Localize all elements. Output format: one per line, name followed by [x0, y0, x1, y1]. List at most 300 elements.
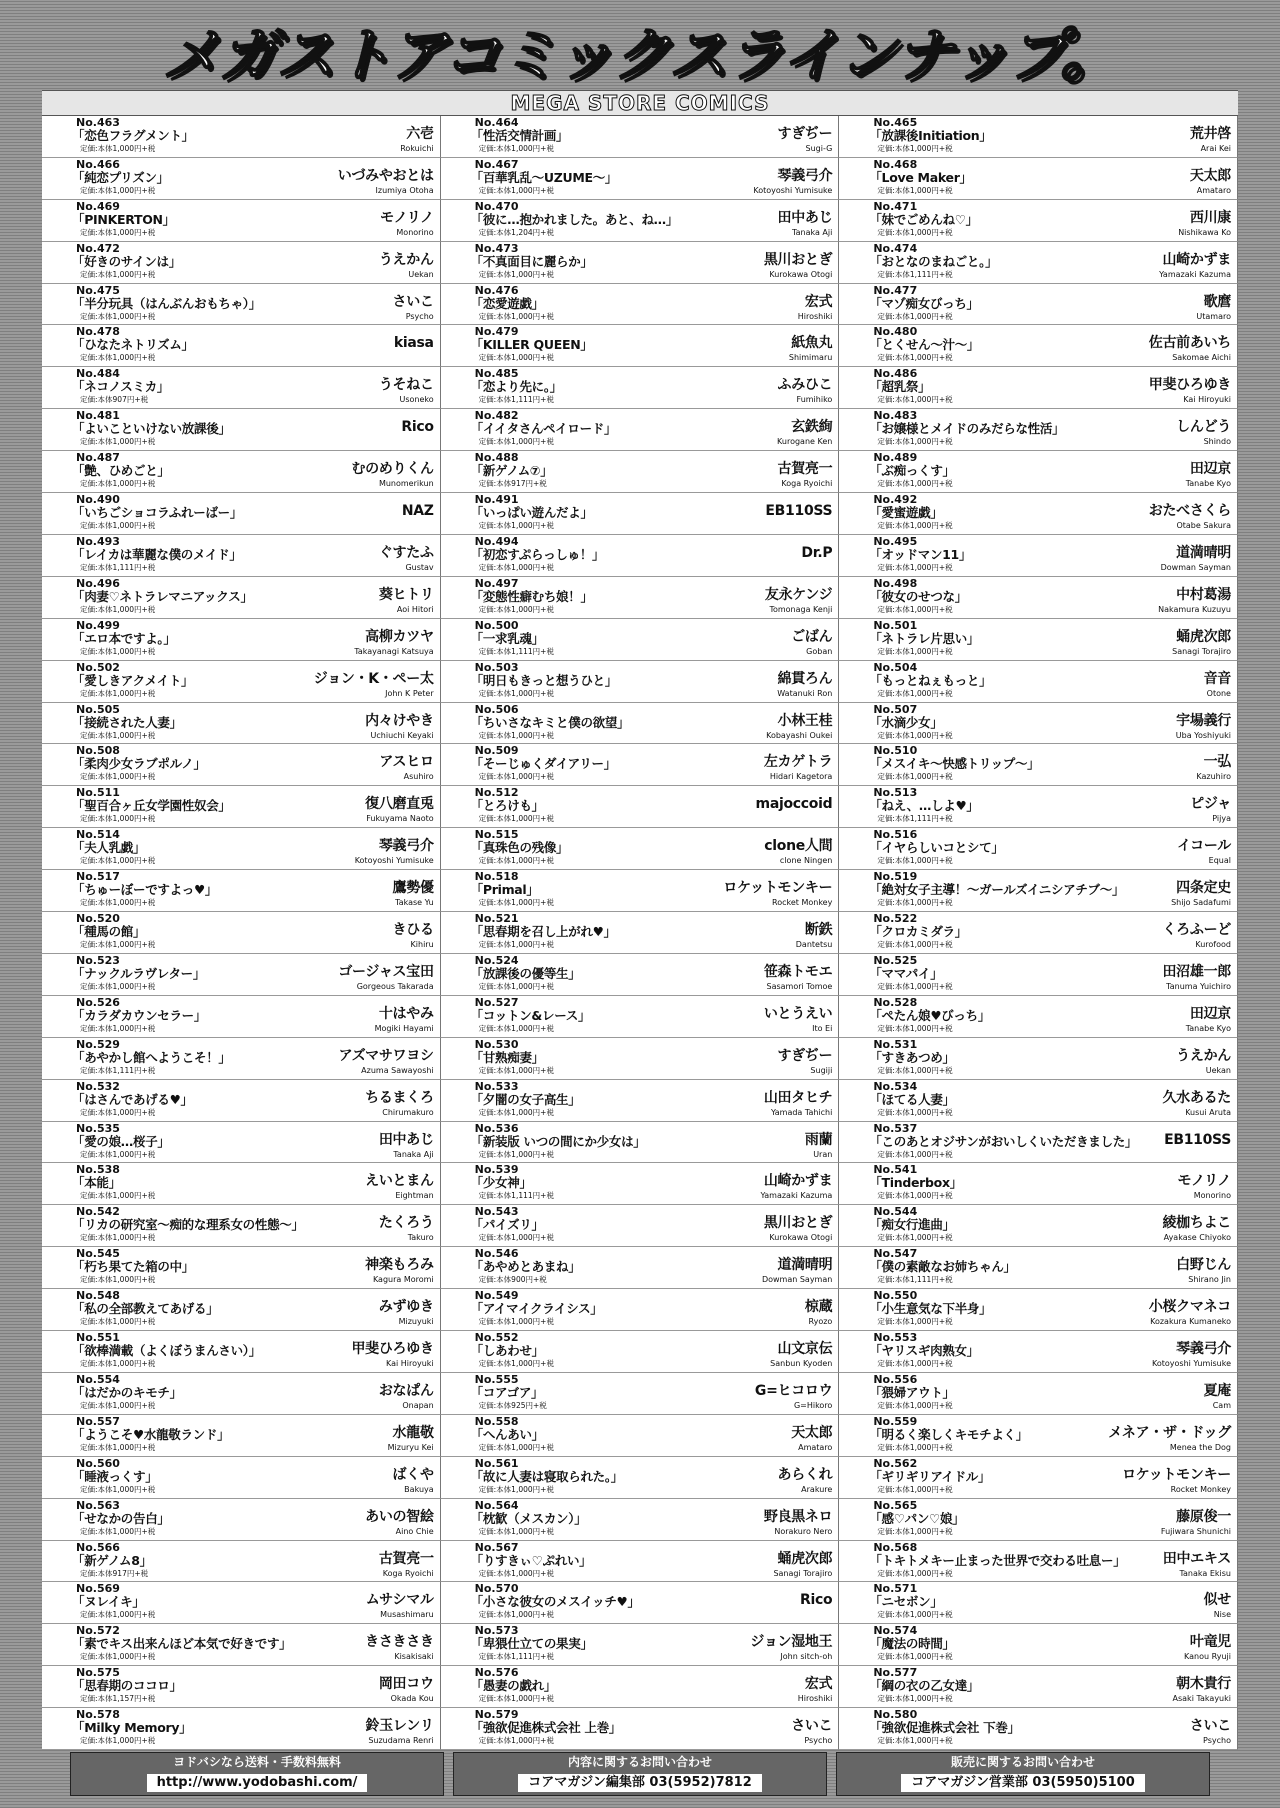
book-entry	[441, 284, 840, 326]
book-author: 天太郎	[1189, 167, 1231, 184]
book-number: No.567	[474, 1540, 519, 1554]
book-author-romaji: Asuhiro	[403, 772, 434, 782]
book-author-romaji: Shijo Sadafumi	[1171, 898, 1231, 908]
book-entry	[839, 912, 1238, 954]
book-author: すぎぢー	[777, 1047, 833, 1064]
book-entry	[839, 1457, 1238, 1499]
book-entry	[42, 1163, 441, 1205]
book-title: 「強欲促進株式会社 下巻」	[869, 1720, 1020, 1736]
book-price: 定価:本体1,000円+税	[80, 898, 156, 908]
book-price: 定価:本体1,000円+税	[80, 981, 156, 991]
book-author-romaji: Kagura Moromi	[372, 1275, 434, 1285]
book-price: 定価:本体1,000円+税	[80, 1484, 156, 1494]
book-entry	[441, 1163, 840, 1205]
book-entry	[42, 451, 441, 493]
book-author: 宇場義行	[1176, 712, 1231, 729]
book-price: 定価:本体925円+税	[478, 1400, 547, 1410]
book-author: 宏式	[804, 1676, 833, 1693]
book-author-romaji: Tanaka Aji	[792, 227, 833, 237]
book-title: 「夫人乳戯」	[72, 840, 146, 856]
book-number: No.510	[873, 744, 918, 758]
book-author: 田中エキス	[1162, 1550, 1231, 1567]
book-author-romaji: Monorino	[1193, 1191, 1231, 1201]
book-title: 「コアゴア」	[470, 1384, 544, 1400]
book-entry	[42, 325, 441, 367]
book-price: 定価:本体1,000円+税	[877, 479, 953, 489]
book-title: 「いっぱい遊んだよ」	[470, 505, 593, 521]
book-author: 琴義弓介	[378, 838, 434, 855]
book-author: モノリノ	[380, 209, 434, 226]
book-author-romaji: Kotoyoshi Yumisuke	[1152, 1359, 1231, 1369]
book-author: 雨蘭	[804, 1131, 833, 1148]
book-title: 「ぺたん娘♥びっち」	[869, 1007, 991, 1023]
book-entry	[839, 451, 1238, 493]
book-author-romaji: Asaki Takayuki	[1172, 1694, 1231, 1704]
book-title: 「KILLER QUEEN」	[470, 337, 593, 353]
book-author: きさきさき	[365, 1634, 434, 1651]
book-author-romaji: Utamaro	[1196, 311, 1231, 321]
book-title: 「ナックルラヴレター」	[72, 965, 206, 981]
book-price: 定価:本体1,000円+税	[478, 1233, 554, 1243]
book-author: 黒川おとぎ	[763, 1215, 833, 1232]
book-price: 定価:本体1,000円+税	[80, 1400, 156, 1410]
book-entry	[441, 116, 840, 158]
book-author-romaji: Kurokawa Otogi	[769, 269, 833, 279]
book-author-romaji: Tanaka Aji	[393, 1149, 434, 1159]
book-author-romaji: Amataro	[1196, 185, 1231, 195]
book-title: 「ヤリスギ肉熟女」	[869, 1343, 979, 1359]
book-price: 定価:本体1,000円+税	[877, 1149, 953, 1159]
book-title: 「ようこそ♥水龍敬ランド」	[72, 1426, 230, 1442]
book-entry	[441, 451, 840, 493]
book-author-romaji: Aoi Hitori	[396, 604, 434, 614]
book-author-romaji: Bakuya	[404, 1484, 434, 1494]
book-author-romaji: Gorgeous Takarada	[356, 981, 434, 991]
book-title: 「一求乳魂」	[470, 630, 544, 646]
book-number: No.570	[474, 1582, 519, 1596]
book-title: 「夕闇の女子高生」	[470, 1091, 581, 1107]
book-price: 定価:本体1,000円+税	[80, 269, 156, 279]
book-title: 「クロカミダラ」	[869, 924, 967, 940]
book-price: 定価:本体1,000円+税	[478, 1149, 554, 1159]
book-author: kiasa	[393, 335, 434, 352]
book-author-romaji: John K Peter	[385, 688, 434, 698]
book-entry	[441, 409, 840, 451]
subtitle: MEGA STORE COMICS	[510, 91, 770, 115]
book-title: 「超乳祭」	[869, 379, 931, 395]
book-number: No.531	[873, 1037, 918, 1051]
book-number: No.481	[76, 409, 120, 423]
book-number: No.507	[873, 702, 918, 716]
book-number: No.539	[474, 1163, 519, 1177]
book-price: 定価:本体1,000円+税	[877, 772, 953, 782]
book-entry	[441, 661, 840, 703]
book-entry	[441, 1373, 840, 1415]
book-entry	[42, 409, 441, 451]
book-author-romaji: Psycho	[1203, 1736, 1231, 1746]
book-price: 定価:本体1,000円+税	[478, 688, 554, 698]
book-author-romaji: Shimimaru	[788, 353, 833, 363]
book-price: 定価:本体1,000円+税	[80, 1359, 156, 1369]
book-entry	[42, 200, 441, 242]
book-author-romaji: Uekan	[1205, 1065, 1231, 1075]
book-title: 「新装版 いつの間にか少女は」	[470, 1133, 646, 1149]
book-entry	[839, 744, 1238, 786]
book-author: 天太郎	[791, 1424, 833, 1441]
book-price: 定価:本体907円+税	[80, 395, 149, 405]
book-author: 田辺京	[1189, 461, 1231, 478]
book-title: 「艶、ひめごと」	[72, 463, 170, 479]
book-entry	[441, 1708, 840, 1750]
book-author: 甲斐ひろゆき	[1148, 377, 1231, 394]
book-title: 「オッドマン11」	[869, 546, 972, 562]
book-title: 「ちゅーぼーですよっ♥」	[72, 882, 218, 898]
book-author-romaji: Uran	[813, 1149, 833, 1159]
book-author-romaji: Suzudama Renri	[368, 1736, 434, 1746]
book-author-romaji: Dowman Sayman	[1160, 562, 1231, 572]
book-author-romaji: Mizuyuki	[398, 1317, 434, 1327]
book-author-romaji: G=Hikoro	[793, 1400, 833, 1410]
book-author: ロケットモンキー	[723, 880, 833, 897]
book-author-romaji: Mizuryu Kei	[387, 1442, 434, 1452]
book-number: No.571	[873, 1582, 918, 1596]
book-number: No.509	[474, 744, 519, 758]
book-author-romaji: Nishikawa Ko	[1178, 227, 1231, 237]
book-title: 「あやかし館へようこそ！」	[72, 1049, 231, 1065]
book-author: EB110SS	[765, 503, 833, 520]
book-number: No.490	[76, 493, 120, 507]
book-author: いとうえい	[763, 1005, 833, 1022]
book-price: 定価:本体1,111円+税	[877, 814, 953, 824]
book-number: No.576	[474, 1666, 519, 1680]
book-title: 「もっとねぇもっと」	[869, 672, 992, 688]
book-author-romaji: clone Ningen	[779, 856, 833, 866]
book-number: No.514	[76, 828, 120, 842]
book-number: No.520	[76, 912, 120, 926]
book-author: 田中あじ	[777, 209, 833, 226]
book-title: 「小さな彼女のメスイッチ♥」	[470, 1594, 640, 1610]
book-entry	[839, 1415, 1238, 1457]
book-price: 定価:本体1,000円+税	[80, 1317, 156, 1327]
book-entry	[441, 535, 840, 577]
book-author: 小桜クマネコ	[1148, 1299, 1231, 1316]
book-title: 「ヌレイキ」	[72, 1594, 145, 1610]
book-entry	[839, 1624, 1238, 1666]
book-author: NAZ	[401, 503, 434, 520]
book-price: 定価:本体1,000円+税	[877, 227, 953, 237]
book-author: むのめりくん	[351, 461, 434, 478]
book-title: 「ギリギリアイドル」	[869, 1468, 991, 1484]
book-number: No.565	[873, 1498, 918, 1512]
book-author: Dr.P	[801, 544, 833, 561]
book-author-romaji: Takuro	[407, 1233, 434, 1243]
book-number: No.523	[76, 953, 120, 967]
book-entry	[42, 786, 441, 828]
book-entry	[839, 703, 1238, 745]
book-author-romaji: Hiroshiki	[797, 1694, 833, 1704]
book-author: 断鉄	[804, 922, 833, 939]
book-author: 宏式	[804, 293, 833, 310]
book-title: 「素でキス出来んほど本気で好きです」	[72, 1636, 292, 1652]
book-title: 「お嬢様とメイドのみだらな性活」	[869, 421, 1065, 437]
book-price: 定価:本体1,000円+税	[80, 1107, 156, 1117]
book-title: 「僕の素敵なお姉ちゃん」	[869, 1259, 1016, 1275]
book-price: 定価:本体1,000円+税	[80, 814, 156, 824]
book-author: 綿貫ろん	[777, 670, 833, 687]
book-author-romaji: Goban	[806, 646, 833, 656]
book-number: No.558	[474, 1414, 519, 1428]
book-price: 定価:本体1,000円+税	[877, 730, 953, 740]
book-price: 定価:本体1,111円+税	[478, 1652, 554, 1662]
book-price: 定価:本体1,000円+税	[877, 437, 953, 447]
book-title: 「変態性癖むち娘！」	[470, 588, 593, 604]
book-author: ジョン湿地王	[750, 1634, 833, 1651]
book-author-romaji: Kobayashi Oukei	[766, 730, 833, 740]
book-title: 「ねえ、…しよ♥」	[869, 798, 979, 814]
book-author: 夏庵	[1203, 1382, 1231, 1399]
book-author: 道満晴明	[1176, 544, 1231, 561]
book-number: No.545	[76, 1247, 120, 1261]
book-entry	[441, 912, 840, 954]
book-author-romaji: Ryozo	[808, 1317, 833, 1327]
book-author-romaji: Tanaka Ekisu	[1179, 1568, 1231, 1578]
book-entry	[42, 158, 441, 200]
book-author: 甲斐ひろゆき	[351, 1341, 434, 1358]
book-title: 「トキトメキー止まった世界で交わる吐息ー」	[869, 1552, 1126, 1568]
book-price: 定価:本体1,111円+税	[80, 1065, 156, 1075]
book-number: No.544	[873, 1205, 918, 1219]
book-title: 「聖百合ヶ丘女学園性奴会」	[72, 798, 231, 814]
book-title: 「ネコノスミカ」	[72, 379, 170, 395]
book-number: No.530	[474, 1037, 519, 1051]
book-entry	[839, 116, 1238, 158]
book-title: 「水滴少女」	[869, 714, 943, 730]
book-author: majoccoid	[755, 796, 833, 813]
book-number: No.548	[76, 1289, 120, 1303]
book-author-romaji: Yamada Tahichi	[770, 1107, 833, 1117]
book-author: あらくれ	[777, 1466, 833, 1483]
book-entry	[839, 325, 1238, 367]
book-author: 復八磨直兎	[365, 796, 434, 813]
book-price: 定価:本体1,000円+税	[478, 604, 554, 614]
book-entry	[839, 661, 1238, 703]
book-number: No.529	[76, 1037, 120, 1051]
book-author-romaji: Kai Hiroyuki	[1183, 395, 1231, 405]
book-title: 「パイズリ」	[470, 1217, 544, 1233]
book-entry	[42, 116, 441, 158]
book-title: 「よいこといけない放課後」	[72, 421, 231, 437]
book-price: 定価:本体1,000円+税	[478, 1568, 554, 1578]
book-author: 綾枷ちよこ	[1162, 1215, 1231, 1232]
book-author: 鈴玉レンリ	[365, 1718, 434, 1735]
book-entry	[441, 577, 840, 619]
book-author: 高柳カツヤ	[365, 628, 434, 645]
book-author: 水龍敬	[392, 1424, 434, 1441]
book-author: 四条定史	[1176, 880, 1231, 897]
book-author-romaji: Rocket Monkey	[1170, 1484, 1231, 1494]
book-number: No.566	[76, 1540, 120, 1554]
book-entry	[839, 535, 1238, 577]
book-entry	[441, 1541, 840, 1583]
book-price: 定価:本体1,000円+税	[80, 772, 156, 782]
book-author-romaji: Koga Ryoichi	[382, 1568, 434, 1578]
footer-box-editorial	[453, 1752, 827, 1796]
book-entry	[42, 996, 441, 1038]
book-author: 野良黒ネロ	[763, 1508, 833, 1525]
book-price: 定価:本体1,111円+税	[877, 269, 953, 279]
book-number: No.572	[76, 1624, 120, 1638]
book-entry	[839, 996, 1238, 1038]
book-author: 佐古前あいち	[1148, 335, 1231, 352]
book-price: 定価:本体1,000円+税	[877, 940, 953, 950]
book-author-romaji: Kai Hiroyuki	[385, 1359, 434, 1369]
book-title: 「綱の衣の乙女達」	[869, 1678, 980, 1694]
book-author-romaji: Fukuyama Naoto	[366, 814, 434, 824]
footer-contact: コアマガジン編集部 03(5952)7812	[518, 1774, 762, 1792]
book-number: No.517	[76, 870, 120, 884]
book-author-romaji: Tomonaga Kenji	[769, 604, 833, 614]
book-entry	[839, 870, 1238, 912]
book-number: No.471	[873, 199, 918, 213]
book-author-romaji: Sugiji	[810, 1065, 833, 1075]
book-number: No.549	[474, 1289, 519, 1303]
book-number: No.511	[76, 786, 120, 800]
book-number: No.537	[873, 1121, 918, 1135]
book-entry	[42, 870, 441, 912]
book-author-romaji: Fumihiko	[796, 395, 833, 405]
book-price: 定価:本体1,000円+税	[478, 521, 554, 531]
book-title: 「PINKERTON」	[72, 211, 175, 227]
book-entry	[441, 828, 840, 870]
book-number: No.522	[873, 912, 918, 926]
book-title: 「へんあい」	[470, 1426, 544, 1442]
book-author: 六壱	[406, 126, 434, 142]
book-price: 定価:本体1,000円+税	[80, 730, 156, 740]
book-number: No.518	[474, 870, 519, 884]
book-title: 「イヤらしいコとシて」	[869, 840, 1004, 856]
book-title: 「おとなのまねごと。」	[869, 253, 998, 269]
book-entry	[42, 367, 441, 409]
book-number: No.489	[873, 451, 918, 465]
book-author-romaji: Shindo	[1203, 437, 1231, 447]
book-price: 定価:本体1,000円+税	[80, 1652, 156, 1662]
book-author-romaji: Okada Kou	[390, 1694, 434, 1704]
book-number: No.482	[474, 409, 519, 423]
book-title: 「故に人妻は寝取られた。」	[470, 1468, 624, 1484]
book-title: 「はだかのキモチ」	[72, 1384, 182, 1400]
book-price: 定価:本体1,157円+税	[80, 1694, 156, 1704]
book-author-romaji: Kotoyoshi Yumisuke	[753, 185, 833, 195]
book-entry	[42, 1499, 441, 1541]
book-price: 定価:本体1,000円+税	[478, 1694, 554, 1704]
book-author-romaji: Norakuro Nero	[774, 1526, 833, 1536]
book-entry	[441, 200, 840, 242]
book-title: 「明るく楽しくキモチよく」	[869, 1426, 1028, 1442]
book-entry	[441, 954, 840, 996]
book-author: 古賀亮一	[378, 1550, 434, 1567]
book-author-romaji: Nise	[1213, 1610, 1231, 1620]
book-entry	[441, 1624, 840, 1666]
book-author-romaji: Tanabe Kyo	[1185, 1023, 1231, 1033]
book-number: No.578	[76, 1708, 120, 1722]
footer-link[interactable]: http://www.yodobashi.com/	[147, 1774, 368, 1792]
book-price: 定価:本体1,000円+税	[80, 1191, 156, 1201]
book-author: アズマサワヨシ	[338, 1047, 434, 1064]
book-entry	[42, 744, 441, 786]
book-author-romaji: Arakure	[801, 1484, 833, 1494]
book-title: 「Tinderbox」	[869, 1175, 962, 1191]
book-price: 定価:本体1,000円+税	[478, 856, 554, 866]
book-price: 定価:本体1,111円+税	[80, 562, 156, 572]
book-author-romaji: Otabe Sakura	[1176, 521, 1231, 531]
book-number: No.538	[76, 1163, 120, 1177]
book-number: No.533	[474, 1079, 519, 1093]
book-title: 「愛蜜遊戯」	[869, 505, 943, 521]
book-title: 「新ゲノム8」	[72, 1552, 152, 1568]
book-author: ムサシマル	[365, 1592, 434, 1609]
book-number: No.463	[76, 116, 120, 129]
book-author: うえかん	[1176, 1047, 1231, 1064]
book-number: No.526	[76, 995, 120, 1009]
book-price: 定価:本体1,000円+税	[478, 1484, 554, 1494]
book-title: 「性活交情計画」	[470, 128, 569, 143]
book-entry	[42, 1289, 441, 1331]
book-author-romaji: Usoneko	[399, 395, 434, 405]
book-author: たくろう	[378, 1215, 434, 1232]
book-title: 「絶対女子主導！～ガールズイニシアチブ～」	[869, 882, 1125, 898]
book-number: No.475	[76, 283, 120, 297]
book-author-romaji: Hiroshiki	[797, 311, 833, 321]
book-price: 定価:本体1,000円+税	[478, 1442, 554, 1452]
book-title: 「あやめとあまね」	[470, 1259, 581, 1275]
book-title: 「好きのサインは」	[72, 253, 181, 269]
book-author-romaji: Uekan	[408, 269, 434, 279]
book-author-romaji: Musashimaru	[380, 1610, 434, 1620]
book-title: 「卑猥仕立ての果実」	[470, 1636, 593, 1652]
book-price: 定価:本体1,000円+税	[877, 1400, 953, 1410]
book-price: 定価:本体1,000円+税	[80, 1233, 156, 1243]
book-title: 「種馬の館」	[72, 924, 146, 940]
book-author: 山崎かずま	[763, 1173, 833, 1190]
book-author-romaji: Menea the Dog	[1169, 1442, 1231, 1452]
book-number: No.546	[474, 1247, 519, 1261]
book-author: 山文京伝	[777, 1341, 833, 1358]
book-entry	[839, 954, 1238, 996]
book-entry	[441, 996, 840, 1038]
book-entry	[839, 828, 1238, 870]
book-author-romaji: Kusui Aruta	[1185, 1107, 1231, 1117]
footer	[70, 1752, 1210, 1796]
book-entry	[42, 1122, 441, 1164]
book-price: 定価:本体1,000円+税	[877, 1694, 953, 1704]
book-entry	[441, 1457, 840, 1499]
book-number: No.469	[76, 199, 120, 213]
book-title: 「いちごショコラふれーばー」	[72, 505, 243, 521]
book-number: No.491	[474, 493, 519, 507]
book-price: 定価:本体1,000円+税	[80, 1526, 156, 1536]
book-price: 定価:本体1,111円+税	[877, 1275, 953, 1285]
book-number: No.532	[76, 1079, 120, 1093]
book-number: No.542	[76, 1205, 120, 1219]
book-author: イコール	[1177, 838, 1231, 855]
book-entry	[42, 661, 441, 703]
book-entry	[839, 1666, 1238, 1708]
book-entry	[42, 242, 441, 284]
book-title: 「愚妻の戯れ」	[470, 1678, 557, 1694]
book-author: えいとまん	[365, 1173, 434, 1190]
book-title: 「明日もきっと想うひと」	[470, 672, 618, 688]
book-number: No.497	[474, 576, 519, 590]
